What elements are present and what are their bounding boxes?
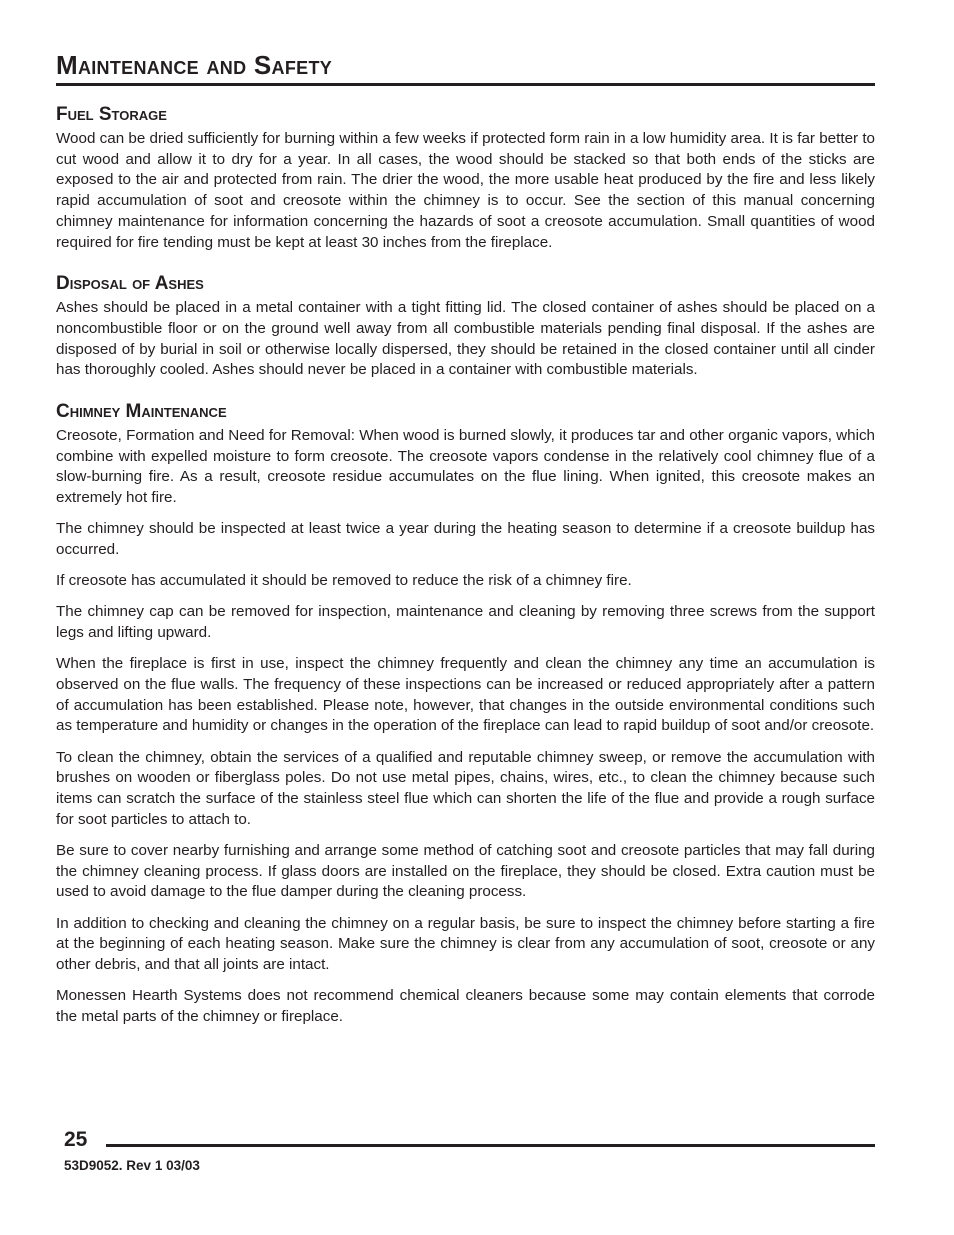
paragraph: The chimney should be inspected at least twice a year during the heating season to determine if a creosote buildup has occurred. xyxy=(56,520,875,559)
section-heading-fuel-storage: Fuel Storage xyxy=(56,104,167,125)
title-divider xyxy=(56,83,875,86)
paragraph: In addition to checking and cleaning the chimney on a regular basis, be sure to inspect the chimney before starting a fire at the beginning of each heating season. Make sure the chimney is clear from any accumulation of soot, creosote or any other debris, and that all joints are intact. xyxy=(56,914,875,973)
paragraph: Ashes should be placed in a metal container with a tight fitting lid. The closed container of ashes should be placed on a noncombustible floor or on the ground well away from all combustible materials pending final disposal. If the ashes are disposed of by burial in soil or otherwise locally dispersed, they should be retained in the closed container until all cinder has thoroughly cooled. Ashes should never be placed in a container with combustible materials. xyxy=(56,299,875,379)
paragraph: Monessen Hearth Systems does not recommend chemical cleaners because some may contain elements that corrode the metal parts of the chimney or fireplace. xyxy=(56,987,875,1025)
section-heading-disposal-of-ashes: Disposal of Ashes xyxy=(56,273,204,295)
section-disposal-of-ashes xyxy=(56,273,875,381)
paragraph: Creosote, Formation and Need for Removal: When wood is burned slowly, it produces tar and other organic vapors, which combine with expelled moisture to form creosote. The creosote vapors condense in the relatively cool chimney flue of a slow-burning fire. As a result, creosote residue accumulates on the flue lining. When ignited, this creosote makes an extremely hot fire. xyxy=(56,427,875,507)
page-number: 25 xyxy=(64,1128,88,1151)
section-heading-chimney-maintenance: Chimney Maintenance xyxy=(56,401,227,423)
paragraph: Be sure to cover nearby furnishing and arrange some method of catching soot and creosote particles that may fall during the chimney cleaning process. If glass doors are installed on the fireplace, they should be closed. Extra caution must be used to avoid damage to the flue damper during the cleaning process. xyxy=(56,841,875,901)
paragraph: If creosote has accumulated it should be removed to reduce the risk of a chimney fire. xyxy=(56,572,632,590)
footer-divider xyxy=(106,1144,875,1147)
section-fuel-storage xyxy=(56,104,875,253)
paragraph: The chimney cap can be removed for inspection, maintenance and cleaning by removing three screws from the support legs and lifting upward. xyxy=(56,603,875,642)
page-title: Maintenance and Safety xyxy=(56,50,333,80)
document-revision-code: 53D9052. Rev 1 03/03 xyxy=(64,1158,200,1173)
paragraph: When the fireplace is first in use, inspect the chimney frequently and clean the chimney any time an accumulation is observed on the flue walls. The frequency of these inspections can be increased or reduced appropriately after a pattern of accumulation has been established. Please note, however, that changes in the outside environmental conditions such as temperature and humidity or changes in the operation of the fireplace can lead to rapid buildup of soot and/or creosote. xyxy=(56,655,875,735)
section-chimney-maintenance xyxy=(56,401,875,1028)
paragraph: To clean the chimney, obtain the services of a qualified and reputable chimney sweep, or remove the accumulation with brushes on wooden or fiberglass poles. Do not use metal pipes, chains, wires, etc., to clean the chimney because such items can scratch the surface of the stainless steel flue which can shorten the life of the flue and provide a rough surface for soot particles to attach to. xyxy=(56,748,875,828)
paragraph: Wood can be dried sufficiently for burning within a few weeks if protected form rain in a low humidity area. It is far better to cut wood and allow it to dry for a year. In all cases, the wood should be stacked so that both ends of the sticks are exposed to the air and protected from rain. The drier the wood, the more usable heat produced by the fire and less likely rapid accumulation of soot and creosote within the chimney is to occur. See the section of this manual concerning chimney maintenance for information concerning the hazards of soot a creosote accumulation. Small quantities of wood required for fire tending must be kept at least 30 inches from the fireplace. xyxy=(56,130,875,251)
page-content xyxy=(56,104,875,1048)
